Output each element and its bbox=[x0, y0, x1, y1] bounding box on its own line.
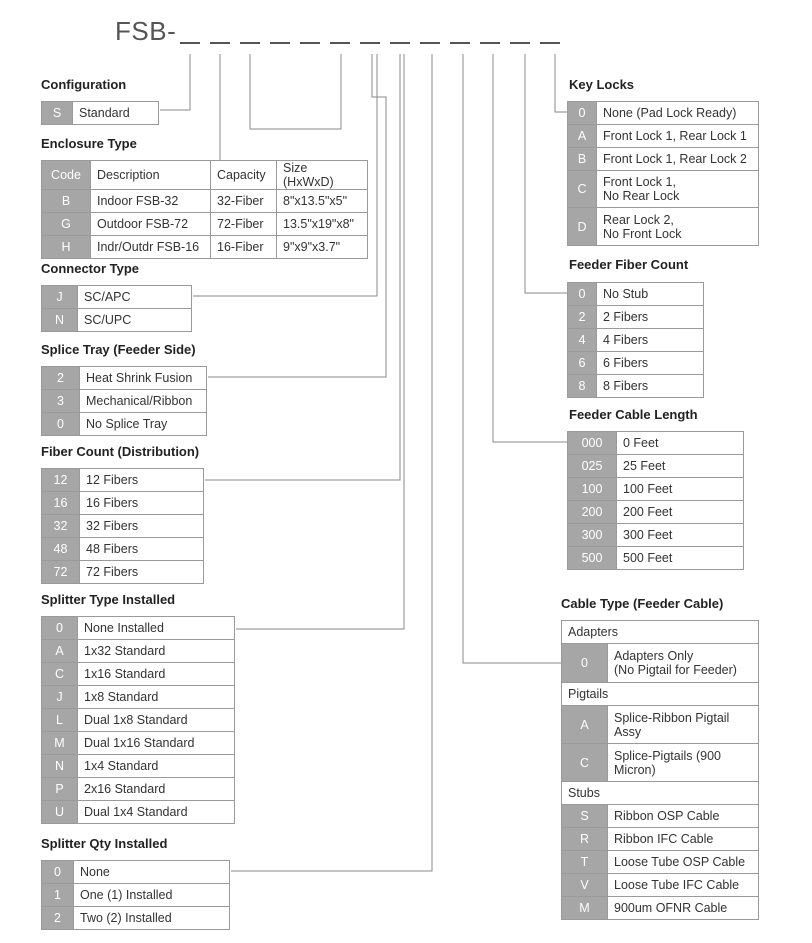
option-code: H bbox=[42, 236, 91, 259]
table-row bbox=[562, 805, 759, 828]
feeder-cable-length-table bbox=[567, 431, 744, 570]
option-code: 72 bbox=[42, 561, 80, 584]
option-code: 32 bbox=[42, 515, 80, 538]
category-row bbox=[562, 621, 759, 644]
table-row bbox=[568, 375, 704, 398]
option-code: 0 bbox=[42, 617, 78, 640]
splice-tray-table bbox=[41, 366, 207, 436]
table-row bbox=[42, 515, 204, 538]
option-code: A bbox=[568, 125, 597, 148]
option-code: 0 bbox=[42, 413, 80, 436]
table-row bbox=[42, 561, 204, 584]
option-description: 200 Feet bbox=[617, 501, 744, 524]
table-row bbox=[568, 102, 759, 125]
code-slot-3 bbox=[240, 42, 260, 44]
table-row bbox=[42, 778, 235, 801]
table-row bbox=[568, 524, 744, 547]
option-code: N bbox=[42, 309, 78, 332]
option-code: 0 bbox=[568, 102, 597, 125]
option-description: 72 Fibers bbox=[80, 561, 204, 584]
option-capacity: 16-Fiber bbox=[211, 236, 277, 259]
option-description bbox=[597, 171, 759, 208]
table-row bbox=[568, 208, 759, 246]
option-code: 200 bbox=[568, 501, 617, 524]
table-row bbox=[42, 190, 368, 213]
category-row bbox=[562, 782, 759, 805]
option-description: One (1) Installed bbox=[74, 884, 230, 907]
option-description: 32 Fibers bbox=[80, 515, 204, 538]
category-stubs: Stubs bbox=[562, 782, 759, 805]
option-code: M bbox=[562, 897, 608, 920]
option-description: 2 Fibers bbox=[597, 306, 704, 329]
code-slot-5 bbox=[300, 42, 320, 44]
table-header-row bbox=[42, 161, 368, 190]
option-code: 000 bbox=[568, 432, 617, 455]
option-description bbox=[608, 644, 759, 683]
option-code: 2 bbox=[42, 367, 80, 390]
line-key-locks-right bbox=[555, 54, 567, 112]
option-description: No Stub bbox=[597, 283, 704, 306]
description-line-2: No Front Lock bbox=[603, 226, 682, 241]
option-code: 48 bbox=[42, 538, 80, 561]
column-header-capacity: Capacity bbox=[211, 161, 277, 190]
option-code: T bbox=[562, 851, 608, 874]
option-code: J bbox=[42, 286, 78, 309]
option-description: SC/UPC bbox=[78, 309, 192, 332]
option-code: P bbox=[42, 778, 78, 801]
option-capacity: 72-Fiber bbox=[211, 213, 277, 236]
description-line-2: Assy bbox=[614, 724, 642, 739]
description-line-2: No Rear Lock bbox=[603, 189, 680, 203]
table-row bbox=[42, 640, 235, 663]
code-slot-2 bbox=[210, 42, 230, 44]
table-row bbox=[42, 663, 235, 686]
category-pigtails: Pigtails bbox=[562, 683, 759, 706]
table-row bbox=[568, 501, 744, 524]
fiber-count-table bbox=[41, 468, 204, 584]
table-row bbox=[42, 236, 368, 259]
table-row bbox=[568, 432, 744, 455]
table-row bbox=[42, 413, 207, 436]
table-row bbox=[568, 455, 744, 478]
option-description: 6 Fibers bbox=[597, 352, 704, 375]
table-row bbox=[562, 744, 759, 782]
option-code: S bbox=[562, 805, 608, 828]
option-code: 8 bbox=[568, 375, 597, 398]
option-code: V bbox=[562, 874, 608, 897]
option-code: 025 bbox=[568, 455, 617, 478]
option-description: Ribbon IFC Cable bbox=[608, 828, 759, 851]
option-code: 2 bbox=[42, 907, 74, 930]
option-description: Dual 1x16 Standard bbox=[78, 732, 235, 755]
table-row bbox=[42, 686, 235, 709]
key-locks-table bbox=[567, 101, 759, 246]
option-description: No Splice Tray bbox=[80, 413, 207, 436]
table-row bbox=[568, 306, 704, 329]
option-code: 300 bbox=[568, 524, 617, 547]
option-description: Heat Shrink Fusion bbox=[80, 367, 207, 390]
option-code: 4 bbox=[568, 329, 597, 352]
option-code: 0 bbox=[42, 861, 74, 884]
option-description bbox=[608, 744, 759, 782]
option-code: 1 bbox=[42, 884, 74, 907]
table-row bbox=[568, 171, 759, 208]
table-row bbox=[568, 352, 704, 375]
splice-tray-title: Splice Tray (Feeder Side) bbox=[41, 342, 196, 357]
table-row bbox=[42, 213, 368, 236]
configuration-title: Configuration bbox=[41, 77, 127, 92]
category-row bbox=[562, 683, 759, 706]
table-row bbox=[42, 469, 204, 492]
option-description: 500 Feet bbox=[617, 547, 744, 570]
line-splitter-type bbox=[236, 54, 404, 629]
option-description: Loose Tube IFC Cable bbox=[608, 874, 759, 897]
option-code: 500 bbox=[568, 547, 617, 570]
option-description: Front Lock 1, Rear Lock 1 bbox=[597, 125, 759, 148]
option-description: Indr/Outdr FSB-16 bbox=[91, 236, 211, 259]
option-description: Front Lock 1, Rear Lock 2 bbox=[597, 148, 759, 171]
option-description: Two (2) Installed bbox=[74, 907, 230, 930]
option-description: SC/APC bbox=[78, 286, 192, 309]
option-description: Standard bbox=[73, 102, 159, 125]
option-code: A bbox=[42, 640, 78, 663]
table-row bbox=[42, 801, 235, 824]
option-description: 300 Feet bbox=[617, 524, 744, 547]
option-code: 0 bbox=[568, 283, 597, 306]
option-description: None (Pad Lock Ready) bbox=[597, 102, 759, 125]
option-description: 1x16 Standard bbox=[78, 663, 235, 686]
column-header-size: Size (HxWxD) bbox=[277, 161, 368, 190]
option-code: N bbox=[42, 755, 78, 778]
option-code: M bbox=[42, 732, 78, 755]
option-description: 1x8 Standard bbox=[78, 686, 235, 709]
option-code: 0 bbox=[562, 644, 608, 683]
table-row bbox=[42, 538, 204, 561]
table-row bbox=[42, 102, 159, 125]
option-code: D bbox=[568, 208, 597, 246]
category-adapters: Adapters bbox=[562, 621, 759, 644]
description-line-1: Adapters Only bbox=[614, 649, 694, 663]
table-row bbox=[562, 644, 759, 683]
code-slot-11 bbox=[480, 42, 500, 44]
line-cable-type bbox=[463, 54, 561, 663]
table-row bbox=[42, 617, 235, 640]
option-code: G bbox=[42, 213, 91, 236]
option-description: 12 Fibers bbox=[80, 469, 204, 492]
table-row bbox=[568, 125, 759, 148]
cable-type-table bbox=[561, 620, 759, 920]
table-row bbox=[562, 874, 759, 897]
option-code: C bbox=[42, 663, 78, 686]
option-code: A bbox=[562, 706, 608, 744]
option-code: 12 bbox=[42, 469, 80, 492]
option-code: R bbox=[562, 828, 608, 851]
option-description: Indoor FSB-32 bbox=[91, 190, 211, 213]
table-row bbox=[568, 329, 704, 352]
fiber-count-title: Fiber Count (Distribution) bbox=[41, 444, 200, 459]
code-slot-10 bbox=[450, 42, 470, 44]
line-key-locks bbox=[250, 54, 341, 129]
enclosure-table bbox=[41, 160, 368, 259]
option-description: Dual 1x8 Standard bbox=[78, 709, 235, 732]
table-row bbox=[562, 828, 759, 851]
option-code: 6 bbox=[568, 352, 597, 375]
description-line-1: Rear Lock 2, bbox=[603, 212, 674, 227]
column-header-description: Description bbox=[91, 161, 211, 190]
table-row bbox=[568, 283, 704, 306]
table-row bbox=[568, 478, 744, 501]
option-size: 13.5"x19"x8" bbox=[277, 213, 368, 236]
feeder-fiber-count-table bbox=[567, 282, 704, 398]
table-row bbox=[42, 907, 230, 930]
option-description: 2x16 Standard bbox=[78, 778, 235, 801]
option-description: 0 Feet bbox=[617, 432, 744, 455]
option-code: C bbox=[562, 744, 608, 782]
splitter-type-table bbox=[41, 616, 235, 824]
option-size: 9"x9"x3.7" bbox=[277, 236, 368, 259]
splitter-type-title: Splitter Type Installed bbox=[41, 592, 176, 607]
code-slot-9 bbox=[420, 42, 440, 44]
option-description: 16 Fibers bbox=[80, 492, 204, 515]
table-row bbox=[42, 732, 235, 755]
option-code: C bbox=[568, 171, 597, 208]
table-row bbox=[42, 367, 207, 390]
option-description: 4 Fibers bbox=[597, 329, 704, 352]
table-row bbox=[42, 492, 204, 515]
table-row bbox=[42, 861, 230, 884]
option-description: 1x32 Standard bbox=[78, 640, 235, 663]
code-slot-1 bbox=[180, 42, 200, 44]
code-slot-12 bbox=[510, 42, 530, 44]
option-description: 25 Feet bbox=[617, 455, 744, 478]
code-slot-7 bbox=[360, 42, 380, 44]
option-description: 900um OFNR Cable bbox=[608, 897, 759, 920]
option-code: B bbox=[568, 148, 597, 171]
option-description: None bbox=[74, 861, 230, 884]
code-slot-8 bbox=[390, 42, 410, 44]
cable-type-title: Cable Type (Feeder Cable) bbox=[561, 596, 724, 611]
description-line-1: Front Lock 1, bbox=[603, 175, 676, 189]
option-description: 100 Feet bbox=[617, 478, 744, 501]
table-row bbox=[42, 755, 235, 778]
option-size: 8"x13.5"x5" bbox=[277, 190, 368, 213]
enclosure-title: Enclosure Type bbox=[41, 136, 137, 151]
option-code: S bbox=[42, 102, 73, 125]
option-code: L bbox=[42, 709, 78, 732]
code-slot-4 bbox=[270, 42, 290, 44]
option-code: 100 bbox=[568, 478, 617, 501]
option-description: Loose Tube OSP Cable bbox=[608, 851, 759, 874]
option-code: U bbox=[42, 801, 78, 824]
code-slot-13 bbox=[540, 42, 560, 44]
line-feeder-fiber bbox=[525, 54, 567, 293]
option-description: 48 Fibers bbox=[80, 538, 204, 561]
option-code: 16 bbox=[42, 492, 80, 515]
option-code: 2 bbox=[568, 306, 597, 329]
table-row bbox=[42, 309, 192, 332]
table-row bbox=[568, 547, 744, 570]
table-row bbox=[562, 897, 759, 920]
line-fiber-count bbox=[205, 54, 400, 480]
option-capacity: 32-Fiber bbox=[211, 190, 277, 213]
option-description: Ribbon OSP Cable bbox=[608, 805, 759, 828]
table-row bbox=[42, 884, 230, 907]
table-row bbox=[42, 286, 192, 309]
configuration-table bbox=[41, 101, 159, 125]
table-row bbox=[42, 390, 207, 413]
column-header-code: Code bbox=[42, 161, 91, 190]
splitter-qty-table bbox=[41, 860, 230, 930]
connector-table bbox=[41, 285, 192, 332]
option-description bbox=[597, 208, 759, 246]
connector-title: Connector Type bbox=[41, 261, 139, 276]
option-description bbox=[608, 706, 759, 744]
table-row bbox=[42, 709, 235, 732]
line-configuration bbox=[160, 54, 190, 110]
table-row bbox=[568, 148, 759, 171]
description-line-1: Splice-Pigtails (900 bbox=[614, 748, 721, 763]
option-description: None Installed bbox=[78, 617, 235, 640]
option-code: 3 bbox=[42, 390, 80, 413]
table-row bbox=[562, 851, 759, 874]
line-cable-length bbox=[493, 54, 567, 442]
option-description: 1x4 Standard bbox=[78, 755, 235, 778]
option-code: B bbox=[42, 190, 91, 213]
splitter-qty-title: Splitter Qty Installed bbox=[41, 836, 168, 851]
option-description: Mechanical/Ribbon bbox=[80, 390, 207, 413]
option-description: Outdoor FSB-72 bbox=[91, 213, 211, 236]
description-line-2: (No Pigtail for Feeder) bbox=[614, 663, 737, 677]
code-slot-6 bbox=[330, 42, 350, 44]
option-description: 8 Fibers bbox=[597, 375, 704, 398]
feeder-fiber-count-title: Feeder Fiber Count bbox=[569, 257, 689, 272]
description-line-2: Micron) bbox=[614, 762, 656, 777]
part-number-prefix: FSB- bbox=[115, 16, 177, 46]
option-description: Dual 1x4 Standard bbox=[78, 801, 235, 824]
description-line-1: Splice-Ribbon Pigtail bbox=[614, 710, 730, 725]
key-locks-title: Key Locks bbox=[569, 77, 635, 92]
option-code: J bbox=[42, 686, 78, 709]
table-row bbox=[562, 706, 759, 744]
feeder-cable-length-title: Feeder Cable Length bbox=[569, 407, 698, 422]
